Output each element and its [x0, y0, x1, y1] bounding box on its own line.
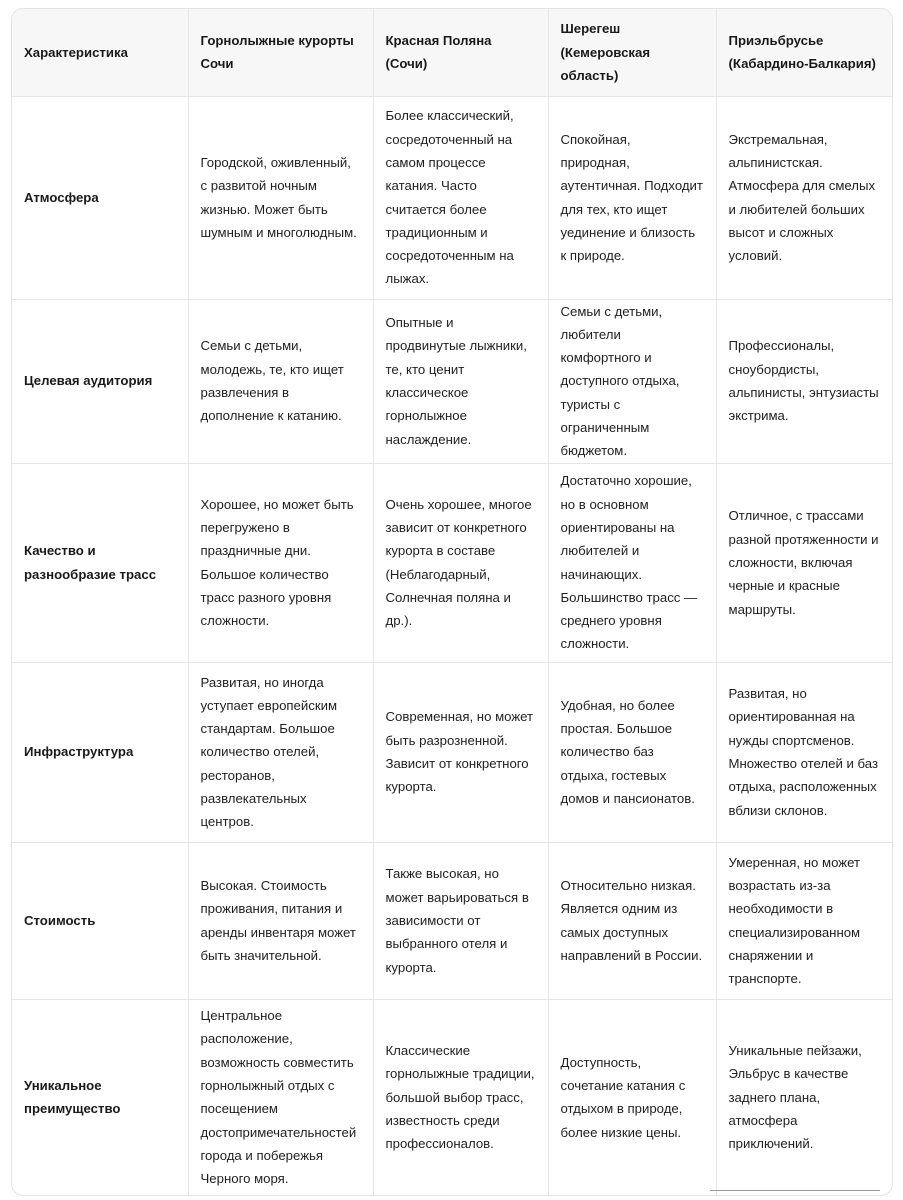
table-cell: Классические горнолыжные традиции, большой выбор трасс, известность среди профессионалов.	[373, 999, 548, 1195]
row-feature-label: Атмосфера	[12, 96, 188, 299]
table-cell: Умеренная, но может возрастать из-за необходимости в специализированном снаряжении и транспорте.	[716, 842, 892, 999]
table-row	[12, 463, 892, 662]
row-feature-label: Качество и разнообразие трасс	[12, 463, 188, 662]
table-cell: Очень хорошее, многое зависит от конкретного курорта в составе (Неблагодарный, Солнечная поляна и др.).	[373, 463, 548, 662]
table-row	[12, 842, 892, 999]
table-cell: Семьи с детьми, молодежь, те, кто ищет развлечения в дополнение к катанию.	[188, 299, 373, 463]
table-row	[12, 662, 892, 842]
row-feature-label: Уникальное преимущество	[12, 999, 188, 1195]
table-cell: Удобная, но более простая. Большое количество баз отдыха, гостевых домов и пансионатов.	[548, 662, 716, 842]
header-sheregesh: Шерегеш (Кемеровская область)	[548, 9, 716, 96]
table-cell: Экстремальная, альпинистская. Атмосфера для смелых и любителей больших высот и сложных условий.	[716, 96, 892, 299]
table-cell: Отличное, с трассами разной протяженности и сложности, включая черные и красные маршруты.	[716, 463, 892, 662]
header-prielbrusye: Приэльбрусье (Кабардино-Балкария)	[716, 9, 892, 96]
header-sochi-resorts: Горнолыжные курорты Сочи	[188, 9, 373, 96]
table-row	[12, 999, 892, 1195]
table-cell: Развитая, но иногда уступает европейским стандартам. Большое количество отелей, ресторанов, развлекательных центров.	[188, 662, 373, 842]
table-row	[12, 299, 892, 463]
table-cell: Достаточно хорошие, но в основном ориентированы на любителей и начинающих. Большинство трасс — среднего уровня сложности.	[548, 463, 716, 662]
table-cell: Доступность, сочетание катания с отдыхом в природе, более низкие цены.	[548, 999, 716, 1195]
table-cell: Также высокая, но может варьироваться в зависимости от выбранного отеля и курорта.	[373, 842, 548, 999]
table-cell: Хорошее, но может быть перегружено в праздничные дни. Большое количество трасс разного уровня сложности.	[188, 463, 373, 662]
table-cell: Спокойная, природная, аутентичная. Подходит для тех, кто ищет уединение и близость к природе.	[548, 96, 716, 299]
row-feature-label: Стоимость	[12, 842, 188, 999]
comparison-table-container	[11, 8, 893, 1196]
scroll-indicator-line	[710, 1190, 880, 1191]
table-cell: Высокая. Стоимость проживания, питания и аренды инвентаря может быть значительной.	[188, 842, 373, 999]
table-cell: Семьи с детьми, любители комфортного и доступного отдыха, туристы с ограниченным бюджетом.	[548, 299, 716, 463]
table-row	[12, 96, 892, 299]
row-feature-label: Инфраструктура	[12, 662, 188, 842]
table-cell: Развитая, но ориентированная на нужды спортсменов. Множество отелей и баз отдыха, расположенных вблизи склонов.	[716, 662, 892, 842]
table-header-row	[12, 9, 892, 96]
header-feature: Характеристика	[12, 9, 188, 96]
table-cell: Профессионалы, сноубордисты, альпинисты, энтузиасты экстрима.	[716, 299, 892, 463]
table-cell: Центральное расположение, возможность совместить горнолыжный отдых с посещением достопримечательностей города и побережья Черного моря.	[188, 999, 373, 1195]
table-cell: Уникальные пейзажи, Эльбрус в качестве заднего плана, атмосфера приключений.	[728, 1043, 862, 1152]
table-cell: Современная, но может быть разрозненной. Зависит от конкретного курорта.	[373, 662, 548, 842]
header-krasnaya-polyana: Красная Поляна (Сочи)	[373, 9, 548, 96]
table-cell: Городской, оживленный, с развитой ночным жизнью. Может быть шумным и многолюдным.	[188, 96, 373, 299]
table-cell: Опытные и продвинутые лыжники, те, кто ценит классическое горнолыжное наслаждение.	[373, 299, 548, 463]
table-cell: Относительно низкая. Является одним из самых доступных направлений в России.	[548, 842, 716, 999]
comparison-table	[12, 9, 892, 1195]
table-cell: Более классический, сосредоточенный на самом процессе катания. Часто считается более традиционным и сосредоточенным на лыжах.	[373, 96, 548, 299]
row-feature-label: Целевая аудитория	[12, 299, 188, 463]
